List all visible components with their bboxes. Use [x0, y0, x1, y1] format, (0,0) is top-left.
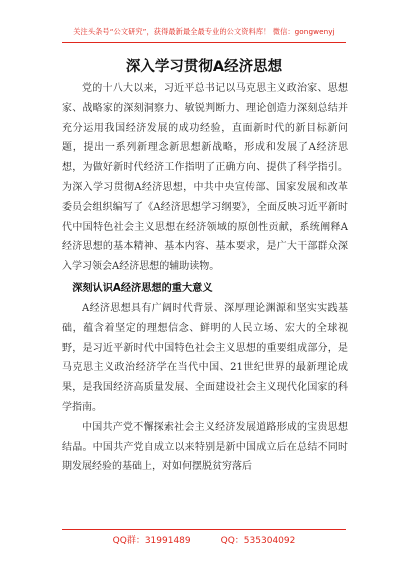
- document-title: 深入学习贯彻A经济思想: [125, 59, 283, 75]
- footer: [62, 533, 346, 546]
- footer-divider: [62, 529, 346, 530]
- intro-paragraph: 党的十八大以来，习近平总书记以马克思主义政治家、思想家、战略家的深刻洞察力、敏锐判断力、理论创造力深刻总结并充分运用我国经济发展的成功经验，直面新时代的新目标新问题，提出一系列新理念新思想新战略，形成和发展了A经济思想，为做好新时代经济工作指明了正确方向、提供了科学指引。为深入学习贯彻A经济思想，中共中央宣传部、国家发展和改革委员会组织编写了《A经济思想学习纲要》，全面反映习近平新时代中国特色社会主义思想在经济领域的原创性贡献，系统阐释A经济思想的基本精神、基本内容、基本要求，是广大干部群众深入学习领会A经济思想的辅助读物。: [62, 83, 348, 273]
- section-paragraph: A经济思想具有广阔时代背景、深厚理论渊源和坚实实践基础，蕴含着坚定的理想信念、鲜明的人民立场、宏大的全球视野，是习近平新时代中国特色社会主义思想的重要组成部分，是马克思主义政治经济学在当代中国、21世纪世界的最新理论成果，是我国经济高质量发展、全面建设社会主义现代化国家的科学指南。: [62, 302, 348, 413]
- section-heading: 深刻认识A经济思想的重大意义: [72, 282, 213, 294]
- header-notice: 关注头条号“公文研究”，获得最新最全最专业的公文资料库！ 微信：gongwenyj: [73, 27, 335, 36]
- footer-qq: QQ：535304092: [220, 536, 296, 546]
- document-body: [62, 79, 348, 476]
- section-paragraph: 中国共产党不懈探索社会主义经济发展道路形成的宝贵思想结晶。中国共产党自成立以来特别是新中国成立后在总结不同时期发展经验的基础上，对如何摆脱贫穷落后: [62, 421, 348, 473]
- header-divider: [62, 42, 346, 43]
- footer-qq-group: QQ群：31991489: [112, 536, 191, 546]
